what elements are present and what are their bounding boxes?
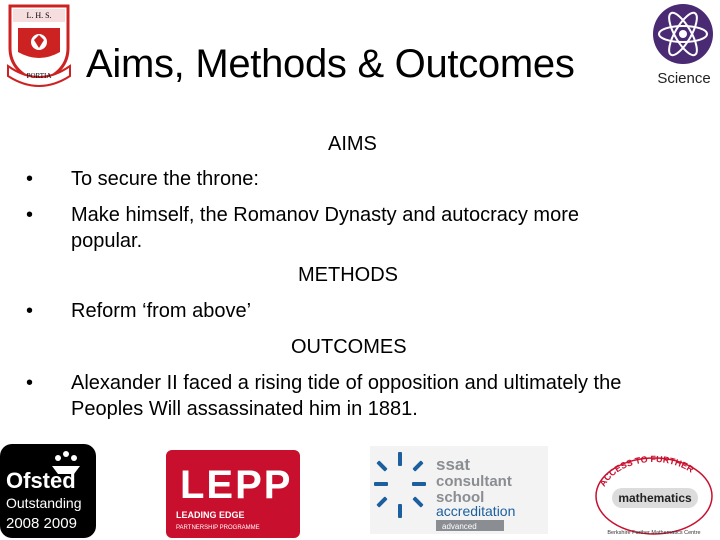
ssat-level-badge: advanced xyxy=(442,522,477,531)
ofsted-name: Ofsted xyxy=(6,468,76,493)
science-logo-label: Science xyxy=(657,70,711,87)
school-crest-logo xyxy=(4,2,74,88)
aims-item: Make himself, the Romanov Dynasty and autocracy more popular. xyxy=(71,204,579,252)
methods-item: Reform ‘from above’ xyxy=(71,300,252,322)
school-crest-bottom-text: PORTIA xyxy=(26,72,52,80)
ssat-school: school xyxy=(436,489,485,506)
bullet-marker: • xyxy=(26,168,34,190)
outcomes-item: Alexander II faced a rising tide of opposition and ultimately the Peoples Will assassinated him in 1881. xyxy=(71,372,622,420)
bullet-marker: • xyxy=(26,372,34,394)
ssat-consultant: consultant xyxy=(436,473,512,490)
ssat-name: ssat xyxy=(436,455,471,474)
ofsted-outstanding-logo xyxy=(0,444,96,538)
leading-edge-sub: PARTNERSHIP PROGRAMME xyxy=(176,525,260,531)
leading-edge-logo xyxy=(166,450,300,538)
bullet-marker: • xyxy=(26,204,34,226)
methods-heading: METHODS xyxy=(298,264,398,286)
ofsted-rating: Outstanding xyxy=(6,495,82,511)
ssat-accreditation: accreditation xyxy=(436,503,516,519)
leading-edge-letters: LEPP xyxy=(180,463,293,507)
further-maths-footer: Berkshire Further Mathematics Centre xyxy=(607,530,701,536)
outcomes-heading: OUTCOMES xyxy=(291,336,407,358)
ssat-accreditation-logo xyxy=(370,446,548,534)
bullet-marker: • xyxy=(26,300,34,322)
further-maths-logo xyxy=(590,450,718,538)
ofsted-years: 2008 2009 xyxy=(6,515,77,532)
school-crest-top-text: L. H. S. xyxy=(26,11,52,20)
slide-title: Aims, Methods & Outcomes xyxy=(86,42,575,86)
further-maths-center: mathematics xyxy=(618,491,692,505)
leading-edge-name: LEADING EDGE xyxy=(176,510,245,520)
aims-item: To secure the throne: xyxy=(71,168,259,190)
aims-heading: AIMS xyxy=(328,133,377,155)
further-maths-arc-text: ACCESS TO FURTHER xyxy=(597,453,696,489)
